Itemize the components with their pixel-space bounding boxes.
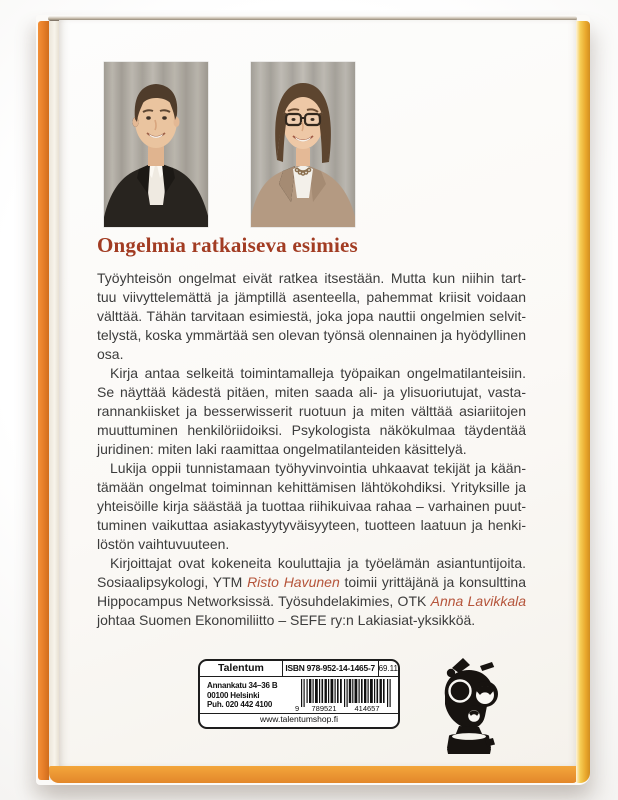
body-text-line — [97, 592, 526, 611]
woman-portrait-illustration — [251, 62, 355, 227]
body-text-line: osa. — [97, 346, 124, 362]
author-name-anna-lavikkala: Anna Lavikkala — [430, 593, 527, 609]
publisher-website: www.talentumshop.fi — [200, 713, 398, 726]
body-text-line: Kirja antaa selkeitä toimintamalleja työpaikan ongelmatilanteisiin. — [110, 365, 526, 381]
publisher-name: Talentum — [200, 661, 283, 676]
body-text-line: tuu viivyttelemättä ja jämptillä asenteella, pahemmat kriisit voidaan — [97, 289, 526, 305]
publisher-isbn-box — [198, 659, 400, 729]
book-fore-edge — [576, 21, 590, 783]
body-text-line — [97, 573, 526, 592]
publisher-address — [207, 681, 277, 710]
author-photo-man — [104, 62, 208, 227]
body-text-line: Se näyttää kädestä pitäen, miten saada ali- ja ylisuoriutujat, vasta- — [97, 384, 526, 400]
cover-bottom-orange-band — [49, 766, 577, 783]
gas-mask-illustration — [427, 654, 511, 758]
author-name-risto-havunen: Risto Havunen — [247, 574, 340, 590]
isbn-label: ISBN 978-952-14-1465-7 — [283, 661, 379, 676]
body-text-line: rannankiisket ja besserwisserit ruotuun ja miten välttää asiariitojen — [97, 403, 526, 419]
ean-digit-group: 789521 — [311, 704, 337, 712]
book-back-cover — [36, 15, 590, 785]
body-text-line: johtaa Suomen Ekonomiliitto – SEFE ry:n Lakiasiat-yksikköä. — [97, 612, 476, 628]
ean-digit-group: 9 — [295, 704, 300, 712]
body-text-line: tämään ongelmat toiminnan kehittämisen lähtökohdiksi. Yrityksille ja — [97, 479, 526, 495]
body-text-line: löstön vaihtuvuuteen. — [97, 536, 230, 552]
publisher-box-header — [200, 661, 398, 677]
man-portrait-illustration — [104, 62, 208, 227]
address-line: Annankatu 34–36 B — [207, 681, 278, 690]
address-line: Puh. 020 442 4100 — [207, 700, 273, 709]
book-page-edge — [49, 21, 59, 780]
body-text-line: tuminen vaikuttaa asiakastyytyväisyyteen, tuotteen laatuun ja henki- — [97, 517, 526, 533]
body-text-segment: Hippocampus Networksissä. Työsuhdelakimies, OTK — [97, 593, 431, 609]
body-text-line: telystä, koska ymmärtää sen olevan työnsä olennainen ja hyödyllinen — [97, 327, 526, 343]
body-text-line: Lukija oppii tunnistamaan työhyvinvointia uhkaavat tekijät ja kään- — [110, 460, 526, 476]
body-text-line: juridinen: miten laki raamittaa ongelmatilanteiden käsittelyä. — [97, 441, 467, 457]
author-photo-woman — [251, 62, 355, 227]
body-text-line: Kirjoittajat ovat kokeneita kouluttajia ja työelämän asiantuntijoita. — [110, 555, 526, 571]
back-cover-surface — [59, 20, 576, 766]
body-text-segment: toimii yrittäjänä ja konsulttina — [339, 574, 526, 590]
class-code: 69.11 — [378, 664, 398, 673]
address-line: 00100 Helsinki — [207, 690, 260, 700]
body-text-line: muuttuminen henkilöriidoiksi. Psykologista näkökulmaa täydentää — [97, 422, 526, 438]
body-text-line: välttää. Tähän tarvitaan esimiestä, joka jopa nauttii ongelmien selvit- — [97, 308, 526, 324]
body-text-line: Työyhteisön ongelmat eivät ratkea itsestään. Mutta kun niihin tart- — [97, 270, 526, 286]
ean-barcode — [294, 678, 396, 712]
body-text-line: yhteisöille kirja säästää ja tuottaa riihikuivaa rahaa – varhainen puut- — [97, 498, 526, 514]
gas-mask-icon — [427, 654, 511, 758]
publisher-box-main — [200, 677, 398, 713]
back-cover-text — [97, 269, 526, 630]
book-spine-edge — [38, 21, 49, 780]
book-title: Ongelmia ratkaiseva esimies — [97, 233, 358, 257]
ean-digit-group: 414657 — [354, 704, 380, 712]
body-text-segment: Sosiaalipsykologi, YTM — [97, 574, 248, 590]
